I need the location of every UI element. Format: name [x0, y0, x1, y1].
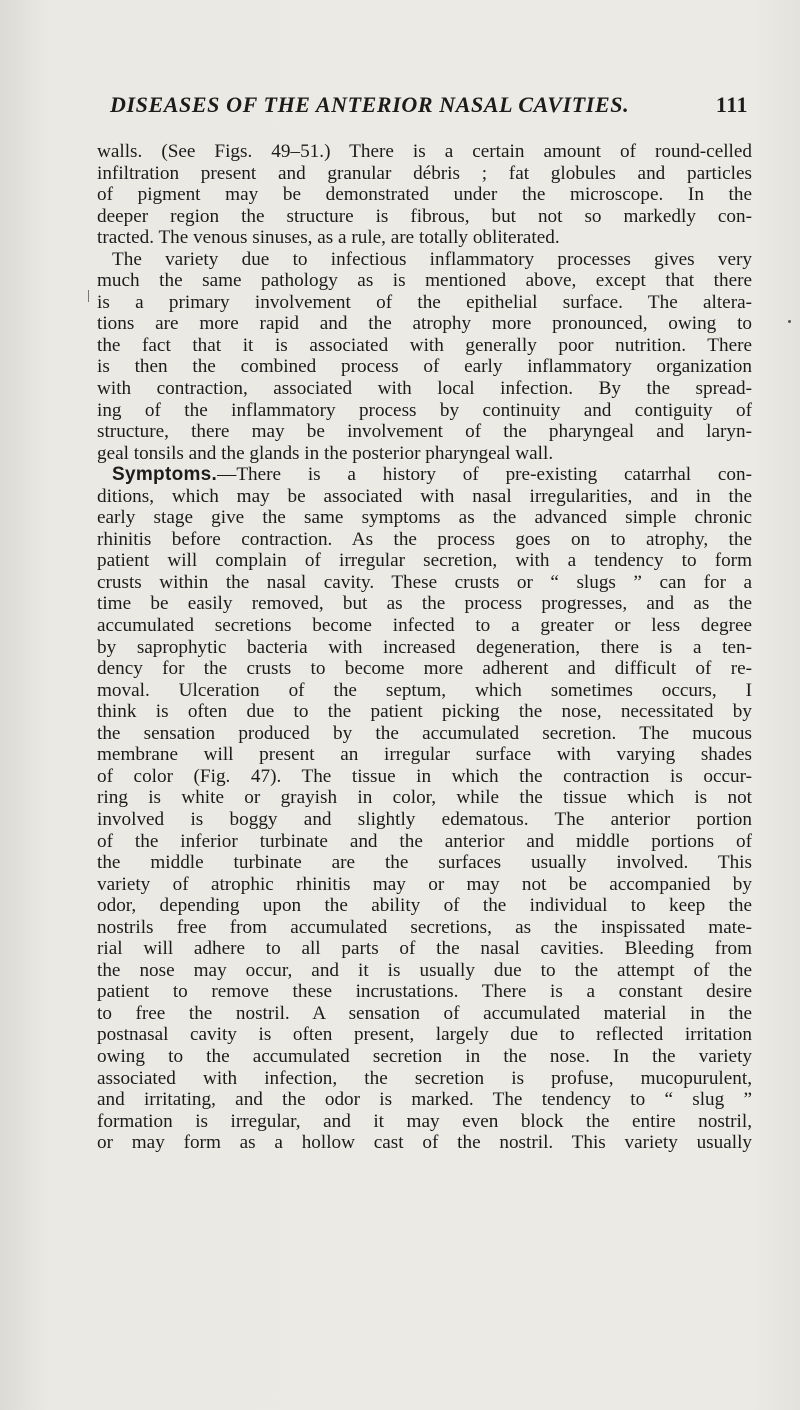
text-line: associated with infection, the secretion is profuse, mucopurulent, [97, 1067, 752, 1089]
page-number: 111 [715, 92, 748, 117]
text-line: and irritating, and the odor is marked. The tendency to “ slug ” [97, 1089, 752, 1111]
text-line: ing of the inflammatory process by continuity and contiguity of [97, 399, 752, 421]
text-line: dency for the crusts to become more adherent and difficult of re- [97, 658, 752, 680]
text-line: of the inferior turbinate and the anterior and middle portions of [97, 830, 752, 852]
text-line: ditions, which may be associated with nasal irregularities, and in the [97, 485, 752, 507]
text-line: tracted. The venous sinuses, as a rule, are totally obliterated. [97, 227, 560, 249]
text-line: formation is irregular, and it may even block the entire nostril, [97, 1110, 752, 1132]
text-line: is then the combined process of early inflammatory organization [97, 356, 752, 378]
text-line: structure, there may be involvement of the pharyngeal and laryn- [97, 421, 752, 443]
paragraph-start-line: The variety due to infectious inflammatory processes gives very [112, 248, 752, 270]
text-line: membrane will present an irregular surface with varying shades [97, 744, 752, 766]
text-line: crusts within the nasal cavity. These crusts or “ slugs ” can for a [97, 571, 752, 593]
symptoms-paragraph-start [97, 464, 752, 486]
text-line: accumulated secretions become infected to a greater or less degree [97, 615, 752, 637]
text-line: or may form as a hollow cast of the nostril. This variety usually [97, 1132, 752, 1154]
text-line: by saprophytic bacteria with increased degeneration, there is a ten- [97, 636, 752, 658]
text-line: odor, depending upon the ability of the individual to keep the [97, 895, 752, 917]
text-line: tions are more rapid and the atrophy more pronounced, owing to [97, 313, 752, 335]
text-line: is a primary involvement of the epithelial surface. The altera- [97, 291, 752, 313]
text-line: the sensation produced by the accumulated secretion. The mucous [97, 722, 752, 744]
margin-mark [88, 290, 89, 302]
text-line: involved is boggy and slightly edematous. The anterior portion [97, 808, 752, 830]
text-line: patient to remove these incrustations. There is a constant desire [97, 981, 752, 1003]
text-line: the nose may occur, and it is usually due to the attempt of the [97, 959, 752, 981]
text-line: patient will complain of irregular secretion, with a tendency to form [97, 550, 752, 572]
text-line: the fact that it is associated with generally poor nutrition. There [97, 334, 752, 356]
text-line: geal tonsils and the glands in the posterior pharyngeal wall. [97, 442, 554, 464]
text-line: time be easily removed, but as the process progresses, and as the [97, 593, 752, 615]
text-line: owing to the accumulated secretion in the nose. In the variety [97, 1045, 752, 1067]
text-line: ring is white or grayish in color, while the tissue which is not [97, 787, 752, 809]
text-line: the middle turbinate are the surfaces usually involved. This [97, 852, 752, 874]
text-line: postnasal cavity is often present, largely due to reflected irritation [97, 1024, 752, 1046]
text-line: variety of atrophic rhinitis may or may not be accompanied by [97, 873, 752, 895]
text-line: of color (Fig. 47). The tissue in which the contraction is occur- [97, 765, 752, 787]
text-line: think is often due to the patient picking the nose, necessitated by [97, 701, 752, 723]
text-line: much the same pathology as is mentioned above, except that there [97, 270, 752, 292]
running-head [96, 92, 748, 122]
text-line: early stage give the same symptoms as the advanced simple chronic [97, 507, 752, 529]
text-line: of pigment may be demonstrated under the microscope. In the [97, 184, 752, 206]
text-line: moval. Ulceration of the septum, which sometimes occurs, I [97, 679, 752, 701]
text-line: nostrils free from accumulated secretions, as the inspissated mate- [97, 916, 752, 938]
text-line: walls. (See Figs. 49–51.) There is a certain amount of round-celled [97, 141, 752, 162]
text-line: with contraction, associated with local infection. By the spread- [97, 378, 752, 400]
text-line: rial will adhere to all parts of the nasal cavities. Bleeding from [97, 938, 752, 960]
text-line: deeper region the structure is fibrous, but not so markedly con- [97, 205, 752, 227]
section-heading: Symptoms. [112, 464, 218, 486]
text-line: infiltration present and granular débris ; fat globules and particles [97, 162, 752, 184]
body-text [97, 141, 752, 1154]
text-line: to free the nostril. A sensation of accumulated material in the [97, 1002, 752, 1024]
running-title: DISEASES OF THE ANTERIOR NASAL CAVITIES. [110, 92, 630, 117]
symptoms-first-line: —There is a history of pre-existing catarrhal con- [217, 464, 752, 486]
text-line: rhinitis before contraction. As the process goes on to atrophy, the [97, 528, 752, 550]
paper-speck [788, 320, 791, 323]
